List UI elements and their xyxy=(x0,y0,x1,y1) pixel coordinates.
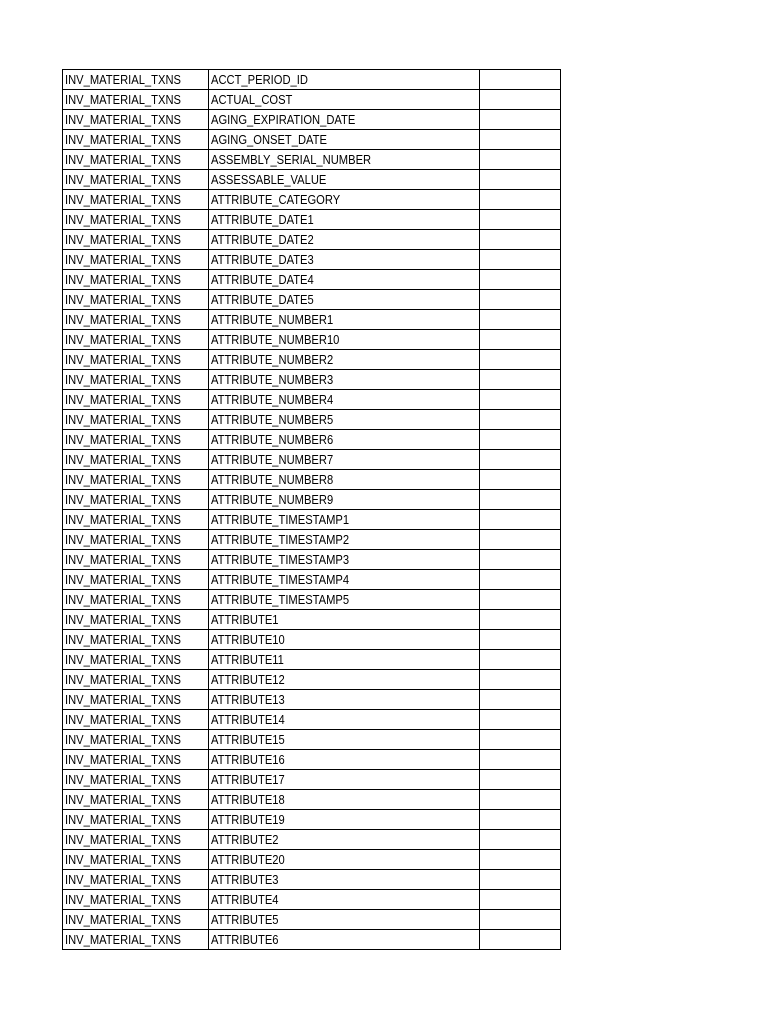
table-name-cell xyxy=(63,590,209,610)
table-row xyxy=(63,530,561,550)
column-name-cell xyxy=(209,130,480,150)
cell-text: ATTRIBUTE16 xyxy=(211,752,285,767)
cell-text: ATTRIBUTE_DATE5 xyxy=(211,292,314,307)
table-name-cell xyxy=(63,330,209,350)
empty-cell xyxy=(480,190,561,210)
column-name-cell xyxy=(209,630,480,650)
table-row xyxy=(63,550,561,570)
table-row xyxy=(63,390,561,410)
cell-text: INV_MATERIAL_TXNS xyxy=(65,372,181,387)
table-name-cell xyxy=(63,390,209,410)
cell-text: INV_MATERIAL_TXNS xyxy=(65,312,181,327)
cell-text: INV_MATERIAL_TXNS xyxy=(65,232,181,247)
column-name-cell xyxy=(209,370,480,390)
cell-text: INV_MATERIAL_TXNS xyxy=(65,832,181,847)
table-row xyxy=(63,410,561,430)
cell-text: ATTRIBUTE_NUMBER3 xyxy=(211,372,334,387)
empty-cell xyxy=(480,790,561,810)
empty-cell xyxy=(480,770,561,790)
table-row xyxy=(63,830,561,850)
table-name-cell xyxy=(63,210,209,230)
empty-cell xyxy=(480,350,561,370)
cell-text: ATTRIBUTE_TIMESTAMP2 xyxy=(211,532,350,547)
cell-text: INV_MATERIAL_TXNS xyxy=(65,932,181,947)
cell-text: ATTRIBUTE13 xyxy=(211,692,285,707)
empty-cell xyxy=(480,90,561,110)
column-name-cell xyxy=(209,710,480,730)
table-name-cell xyxy=(63,230,209,250)
cell-text: ATTRIBUTE_NUMBER2 xyxy=(211,352,334,367)
column-name-cell xyxy=(209,350,480,370)
column-name-cell xyxy=(209,830,480,850)
table-name-cell xyxy=(63,630,209,650)
empty-cell xyxy=(480,310,561,330)
cell-text: INV_MATERIAL_TXNS xyxy=(65,92,181,107)
empty-cell xyxy=(480,390,561,410)
table-name-cell xyxy=(63,930,209,950)
cell-text: ATTRIBUTE_NUMBER10 xyxy=(211,332,340,347)
table-row xyxy=(63,490,561,510)
empty-cell xyxy=(480,450,561,470)
column-name-cell xyxy=(209,490,480,510)
cell-text: ATTRIBUTE_TIMESTAMP1 xyxy=(211,512,350,527)
table-row xyxy=(63,330,561,350)
empty-cell xyxy=(480,930,561,950)
table-row xyxy=(63,710,561,730)
table-row xyxy=(63,90,561,110)
table-row xyxy=(63,870,561,890)
empty-cell xyxy=(480,410,561,430)
cell-text: AGING_ONSET_DATE xyxy=(211,132,327,147)
cell-text: INV_MATERIAL_TXNS xyxy=(65,432,181,447)
empty-cell xyxy=(480,810,561,830)
table-row xyxy=(63,750,561,770)
column-name-cell xyxy=(209,570,480,590)
empty-cell xyxy=(480,730,561,750)
column-name-cell xyxy=(209,310,480,330)
table-name-cell xyxy=(63,250,209,270)
column-name-cell xyxy=(209,250,480,270)
cell-text: ATTRIBUTE_NUMBER9 xyxy=(211,492,334,507)
table-name-cell xyxy=(63,650,209,670)
cell-text: INV_MATERIAL_TXNS xyxy=(65,352,181,367)
table-row xyxy=(63,510,561,530)
empty-cell xyxy=(480,210,561,230)
table-name-cell xyxy=(63,490,209,510)
table-row xyxy=(63,170,561,190)
column-name-cell xyxy=(209,850,480,870)
cell-text: INV_MATERIAL_TXNS xyxy=(65,812,181,827)
cell-text: INV_MATERIAL_TXNS xyxy=(65,292,181,307)
table-name-cell xyxy=(63,910,209,930)
cell-text: ATTRIBUTE20 xyxy=(211,852,285,867)
empty-cell xyxy=(480,70,561,90)
table-row xyxy=(63,310,561,330)
table-name-cell xyxy=(63,610,209,630)
empty-cell xyxy=(480,570,561,590)
table-row xyxy=(63,110,561,130)
cell-text: ATTRIBUTE18 xyxy=(211,792,285,807)
cell-text: ATTRIBUTE19 xyxy=(211,812,285,827)
cell-text: ATTRIBUTE1 xyxy=(211,612,279,627)
cell-text: INV_MATERIAL_TXNS xyxy=(65,612,181,627)
table-row xyxy=(63,370,561,390)
cell-text: INV_MATERIAL_TXNS xyxy=(65,772,181,787)
empty-cell xyxy=(480,110,561,130)
table-name-cell xyxy=(63,450,209,470)
column-name-cell xyxy=(209,510,480,530)
table-row xyxy=(63,770,561,790)
empty-cell xyxy=(480,470,561,490)
table-name-cell xyxy=(63,470,209,490)
empty-cell xyxy=(480,710,561,730)
cell-text: INV_MATERIAL_TXNS xyxy=(65,912,181,927)
table-name-cell xyxy=(63,370,209,390)
cell-text: INV_MATERIAL_TXNS xyxy=(65,212,181,227)
cell-text: ATTRIBUTE_NUMBER1 xyxy=(211,312,334,327)
cell-text: ATTRIBUTE2 xyxy=(211,832,279,847)
column-name-cell xyxy=(209,530,480,550)
empty-cell xyxy=(480,650,561,670)
table-row xyxy=(63,790,561,810)
table-name-cell xyxy=(63,750,209,770)
empty-cell xyxy=(480,330,561,350)
table-row xyxy=(63,270,561,290)
cell-text: INV_MATERIAL_TXNS xyxy=(65,712,181,727)
table-name-cell xyxy=(63,730,209,750)
cell-text: ATTRIBUTE_NUMBER6 xyxy=(211,432,334,447)
table-row xyxy=(63,70,561,90)
table-row xyxy=(63,890,561,910)
table-name-cell xyxy=(63,690,209,710)
cell-text: ATTRIBUTE_DATE4 xyxy=(211,272,314,287)
table-name-cell xyxy=(63,110,209,130)
cell-text: ATTRIBUTE_NUMBER7 xyxy=(211,452,334,467)
table-row xyxy=(63,670,561,690)
cell-text: INV_MATERIAL_TXNS xyxy=(65,652,181,667)
table-name-cell xyxy=(63,850,209,870)
column-name-cell xyxy=(209,550,480,570)
cell-text: ATTRIBUTE_CATEGORY xyxy=(211,192,341,207)
column-name-cell xyxy=(209,790,480,810)
empty-cell xyxy=(480,630,561,650)
cell-text: ATTRIBUTE_TIMESTAMP3 xyxy=(211,552,350,567)
column-name-cell xyxy=(209,170,480,190)
cell-text: ATTRIBUTE11 xyxy=(211,652,284,667)
empty-cell xyxy=(480,250,561,270)
column-name-cell xyxy=(209,590,480,610)
column-name-cell xyxy=(209,70,480,90)
table-name-cell xyxy=(63,430,209,450)
cell-text: INV_MATERIAL_TXNS xyxy=(65,852,181,867)
column-name-cell xyxy=(209,930,480,950)
table-row xyxy=(63,250,561,270)
empty-cell xyxy=(480,270,561,290)
table-row xyxy=(63,130,561,150)
column-name-cell xyxy=(209,290,480,310)
column-name-cell xyxy=(209,470,480,490)
column-name-cell xyxy=(209,650,480,670)
cell-text: INV_MATERIAL_TXNS xyxy=(65,472,181,487)
column-name-cell xyxy=(209,730,480,750)
table-row xyxy=(63,350,561,370)
column-name-cell xyxy=(209,410,480,430)
empty-cell xyxy=(480,750,561,770)
column-name-cell xyxy=(209,270,480,290)
cell-text: INV_MATERIAL_TXNS xyxy=(65,672,181,687)
empty-cell xyxy=(480,370,561,390)
cell-text: INV_MATERIAL_TXNS xyxy=(65,272,181,287)
table-name-cell xyxy=(63,710,209,730)
column-name-cell xyxy=(209,910,480,930)
empty-cell xyxy=(480,670,561,690)
table-name-cell xyxy=(63,130,209,150)
cell-text: ATTRIBUTE_NUMBER8 xyxy=(211,472,334,487)
table-name-cell xyxy=(63,410,209,430)
empty-cell xyxy=(480,610,561,630)
table-row xyxy=(63,210,561,230)
column-name-cell xyxy=(209,230,480,250)
cell-text: INV_MATERIAL_TXNS xyxy=(65,72,181,87)
cell-text: AGING_EXPIRATION_DATE xyxy=(211,112,356,127)
table-name-cell xyxy=(63,310,209,330)
column-name-cell xyxy=(209,110,480,130)
column-name-cell xyxy=(209,210,480,230)
column-name-cell xyxy=(209,870,480,890)
cell-text: ATTRIBUTE_DATE2 xyxy=(211,232,314,247)
empty-cell xyxy=(480,290,561,310)
empty-cell xyxy=(480,830,561,850)
table-name-cell xyxy=(63,170,209,190)
cell-text: ATTRIBUTE_NUMBER4 xyxy=(211,392,334,407)
cell-text: INV_MATERIAL_TXNS xyxy=(65,532,181,547)
cell-text: ATTRIBUTE10 xyxy=(211,632,285,647)
table-name-cell xyxy=(63,890,209,910)
table-row xyxy=(63,450,561,470)
cell-text: INV_MATERIAL_TXNS xyxy=(65,152,181,167)
empty-cell xyxy=(480,150,561,170)
cell-text: ATTRIBUTE_TIMESTAMP4 xyxy=(211,572,350,587)
cell-text: ATTRIBUTE17 xyxy=(211,772,285,787)
table-row xyxy=(63,910,561,930)
column-name-cell xyxy=(209,90,480,110)
table-name-cell xyxy=(63,870,209,890)
column-name-cell xyxy=(209,450,480,470)
empty-cell xyxy=(480,890,561,910)
table-row xyxy=(63,730,561,750)
empty-cell xyxy=(480,430,561,450)
cell-text: ASSEMBLY_SERIAL_NUMBER xyxy=(211,152,372,167)
table-name-cell xyxy=(63,770,209,790)
cell-text: INV_MATERIAL_TXNS xyxy=(65,752,181,767)
empty-cell xyxy=(480,690,561,710)
table-name-cell xyxy=(63,90,209,110)
table-name-cell xyxy=(63,270,209,290)
column-list-table xyxy=(62,69,561,950)
column-name-cell xyxy=(209,150,480,170)
table-row xyxy=(63,610,561,630)
cell-text: INV_MATERIAL_TXNS xyxy=(65,592,181,607)
table-name-cell xyxy=(63,810,209,830)
cell-text: INV_MATERIAL_TXNS xyxy=(65,452,181,467)
table-row xyxy=(63,470,561,490)
cell-text: ATTRIBUTE_DATE1 xyxy=(211,212,314,227)
table-row xyxy=(63,290,561,310)
cell-text: INV_MATERIAL_TXNS xyxy=(65,552,181,567)
column-name-cell xyxy=(209,610,480,630)
cell-text: ATTRIBUTE15 xyxy=(211,732,285,747)
cell-text: INV_MATERIAL_TXNS xyxy=(65,732,181,747)
empty-cell xyxy=(480,490,561,510)
cell-text: INV_MATERIAL_TXNS xyxy=(65,332,181,347)
empty-cell xyxy=(480,870,561,890)
cell-text: INV_MATERIAL_TXNS xyxy=(65,252,181,267)
cell-text: INV_MATERIAL_TXNS xyxy=(65,572,181,587)
table-row xyxy=(63,930,561,950)
cell-text: ATTRIBUTE3 xyxy=(211,872,279,887)
empty-cell xyxy=(480,550,561,570)
cell-text: INV_MATERIAL_TXNS xyxy=(65,892,181,907)
table-row xyxy=(63,650,561,670)
cell-text: INV_MATERIAL_TXNS xyxy=(65,792,181,807)
empty-cell xyxy=(480,530,561,550)
table-name-cell xyxy=(63,570,209,590)
cell-text: INV_MATERIAL_TXNS xyxy=(65,412,181,427)
cell-text: ATTRIBUTE14 xyxy=(211,712,285,727)
column-name-cell xyxy=(209,750,480,770)
table-body xyxy=(63,70,561,950)
cell-text: ATTRIBUTE6 xyxy=(211,932,279,947)
table-row xyxy=(63,570,561,590)
table-name-cell xyxy=(63,290,209,310)
cell-text: INV_MATERIAL_TXNS xyxy=(65,872,181,887)
column-name-cell xyxy=(209,670,480,690)
cell-text: INV_MATERIAL_TXNS xyxy=(65,692,181,707)
cell-text: INV_MATERIAL_TXNS xyxy=(65,132,181,147)
empty-cell xyxy=(480,230,561,250)
table-row xyxy=(63,630,561,650)
table-name-cell xyxy=(63,70,209,90)
column-name-cell xyxy=(209,810,480,830)
cell-text: ATTRIBUTE5 xyxy=(211,912,279,927)
cell-text: ASSESSABLE_VALUE xyxy=(211,172,327,187)
table-row xyxy=(63,190,561,210)
column-name-cell xyxy=(209,890,480,910)
cell-text: INV_MATERIAL_TXNS xyxy=(65,192,181,207)
table-row xyxy=(63,590,561,610)
cell-text: INV_MATERIAL_TXNS xyxy=(65,392,181,407)
table-row xyxy=(63,690,561,710)
table-row xyxy=(63,230,561,250)
column-name-cell xyxy=(209,190,480,210)
column-name-cell xyxy=(209,390,480,410)
table-name-cell xyxy=(63,550,209,570)
cell-text: ACCT_PERIOD_ID xyxy=(211,72,308,87)
cell-text: ATTRIBUTE4 xyxy=(211,892,279,907)
cell-text: INV_MATERIAL_TXNS xyxy=(65,512,181,527)
table-name-cell xyxy=(63,790,209,810)
empty-cell xyxy=(480,590,561,610)
table-name-cell xyxy=(63,510,209,530)
cell-text: ATTRIBUTE_NUMBER5 xyxy=(211,412,334,427)
cell-text: INV_MATERIAL_TXNS xyxy=(65,112,181,127)
column-name-cell xyxy=(209,430,480,450)
empty-cell xyxy=(480,910,561,930)
empty-cell xyxy=(480,850,561,870)
cell-text: ATTRIBUTE12 xyxy=(211,672,285,687)
empty-cell xyxy=(480,130,561,150)
table-row xyxy=(63,150,561,170)
table-name-cell xyxy=(63,150,209,170)
cell-text: INV_MATERIAL_TXNS xyxy=(65,492,181,507)
cell-text: ATTRIBUTE_DATE3 xyxy=(211,252,314,267)
table-name-cell xyxy=(63,530,209,550)
table-name-cell xyxy=(63,830,209,850)
empty-cell xyxy=(480,510,561,530)
table-row xyxy=(63,850,561,870)
column-name-cell xyxy=(209,770,480,790)
column-name-cell xyxy=(209,690,480,710)
cell-text: INV_MATERIAL_TXNS xyxy=(65,632,181,647)
table-name-cell xyxy=(63,190,209,210)
cell-text: ACTUAL_COST xyxy=(211,92,293,107)
table-row xyxy=(63,430,561,450)
table-row xyxy=(63,810,561,830)
cell-text: ATTRIBUTE_TIMESTAMP5 xyxy=(211,592,350,607)
empty-cell xyxy=(480,170,561,190)
cell-text: INV_MATERIAL_TXNS xyxy=(65,172,181,187)
table-name-cell xyxy=(63,670,209,690)
table-name-cell xyxy=(63,350,209,370)
column-name-cell xyxy=(209,330,480,350)
